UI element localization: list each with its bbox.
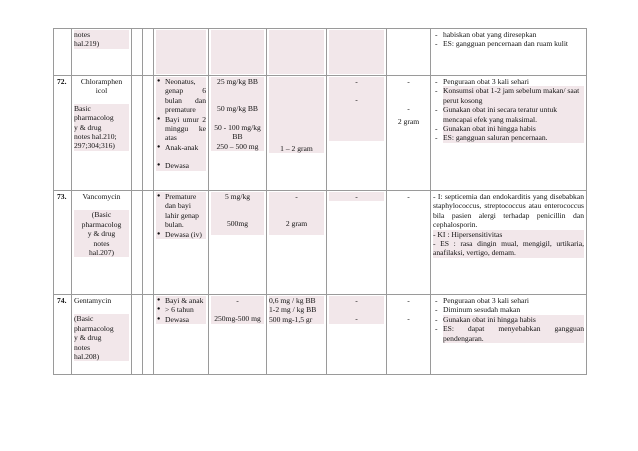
row-number: 74.	[54, 295, 72, 375]
row-number	[54, 29, 72, 76]
dose-cell: -	[387, 191, 431, 295]
table-row	[54, 29, 587, 76]
dose-cell: - 250mg-500 mg	[209, 295, 267, 375]
patient-group-cell: ● Neonatus, genap 6 bulan dan premature ● Bayi umur 2 minggu ke atas ● Anak-anak ● Dewasa	[154, 76, 209, 191]
dose-cell: - -	[327, 76, 387, 191]
patient-group-cell: ● Premature dan bayi lahir genap bulan. ● Dewasa (iv)	[154, 191, 209, 295]
drug-name-cell: Gentamycin (Basic pharmacolog y & drug notes hal.208)	[72, 295, 132, 375]
drug-name-cell: notes hal.219)	[72, 29, 132, 76]
table-row	[54, 76, 587, 191]
dose-cell: 0,6 mg / kg BB 1-2 mg / kg BB 500 mg-1,5 gr	[267, 295, 327, 375]
effects-cell: - Penguraan obat 3 kali sehari - Diminum sesudah makan - Gunakan obat ini hingga habis - ES: dapat menyebabkan gangguan pendengaran.	[431, 295, 587, 375]
dose-cell: 1 – 2 gram	[267, 76, 327, 191]
effects-cell: - Penguraan obat 3 kali sehari - Konsumsi obat 1-2 jam sebelum makan/ saat perut kosong - Gunakan obat ini secara teratur untuk mencapai efek yang maksimal. - Gunakan obat ini hingga habis - ES: gangguan saluran pencernaan.	[431, 76, 587, 191]
drug-name-cell: Vancomycin (Basic pharmacolog y & drug notes hal.207)	[72, 191, 132, 295]
table-row	[54, 191, 587, 295]
dose-cell: 5 mg/kg 500mg	[209, 191, 267, 295]
dose-cell: - 2 gram	[267, 191, 327, 295]
dose-cell: - -	[327, 295, 387, 375]
effects-cell: - I: septicemia dan endokarditis yang disebabkan staphylococcus, streptococcus atau enterococcus bila pasien alergi terhadap penicillin dan cephalosporin. - KI : Hipersensitivitas - ES : rasa dingin mual, mengigil, urtikaria, anafilaksi, vertigo, demam.	[431, 191, 587, 295]
dose-cell: 25 mg/kg BB 50 mg/kg BB 50 - 100 mg/kg BB 250 – 500 mg	[209, 76, 267, 191]
table-row	[54, 295, 587, 375]
row-number: 73.	[54, 191, 72, 295]
drug-name-cell: Chloramphen icol Basic pharmacolog y & drug notes hal.210; 297;304;316)	[72, 76, 132, 191]
effects-cell: - habiskan obat yang diresepkan - ES: gangguan pencernaan dan ruam kulit	[431, 29, 587, 76]
dose-cell: - - 2 gram	[387, 76, 431, 191]
dose-cell: - -	[387, 295, 431, 375]
patient-group-cell: ● Bayi & anak ● > 6 tahun ● Dewasa	[154, 295, 209, 375]
dose-cell: -	[327, 191, 387, 295]
row-number: 72.	[54, 76, 72, 191]
drug-table	[53, 28, 587, 375]
